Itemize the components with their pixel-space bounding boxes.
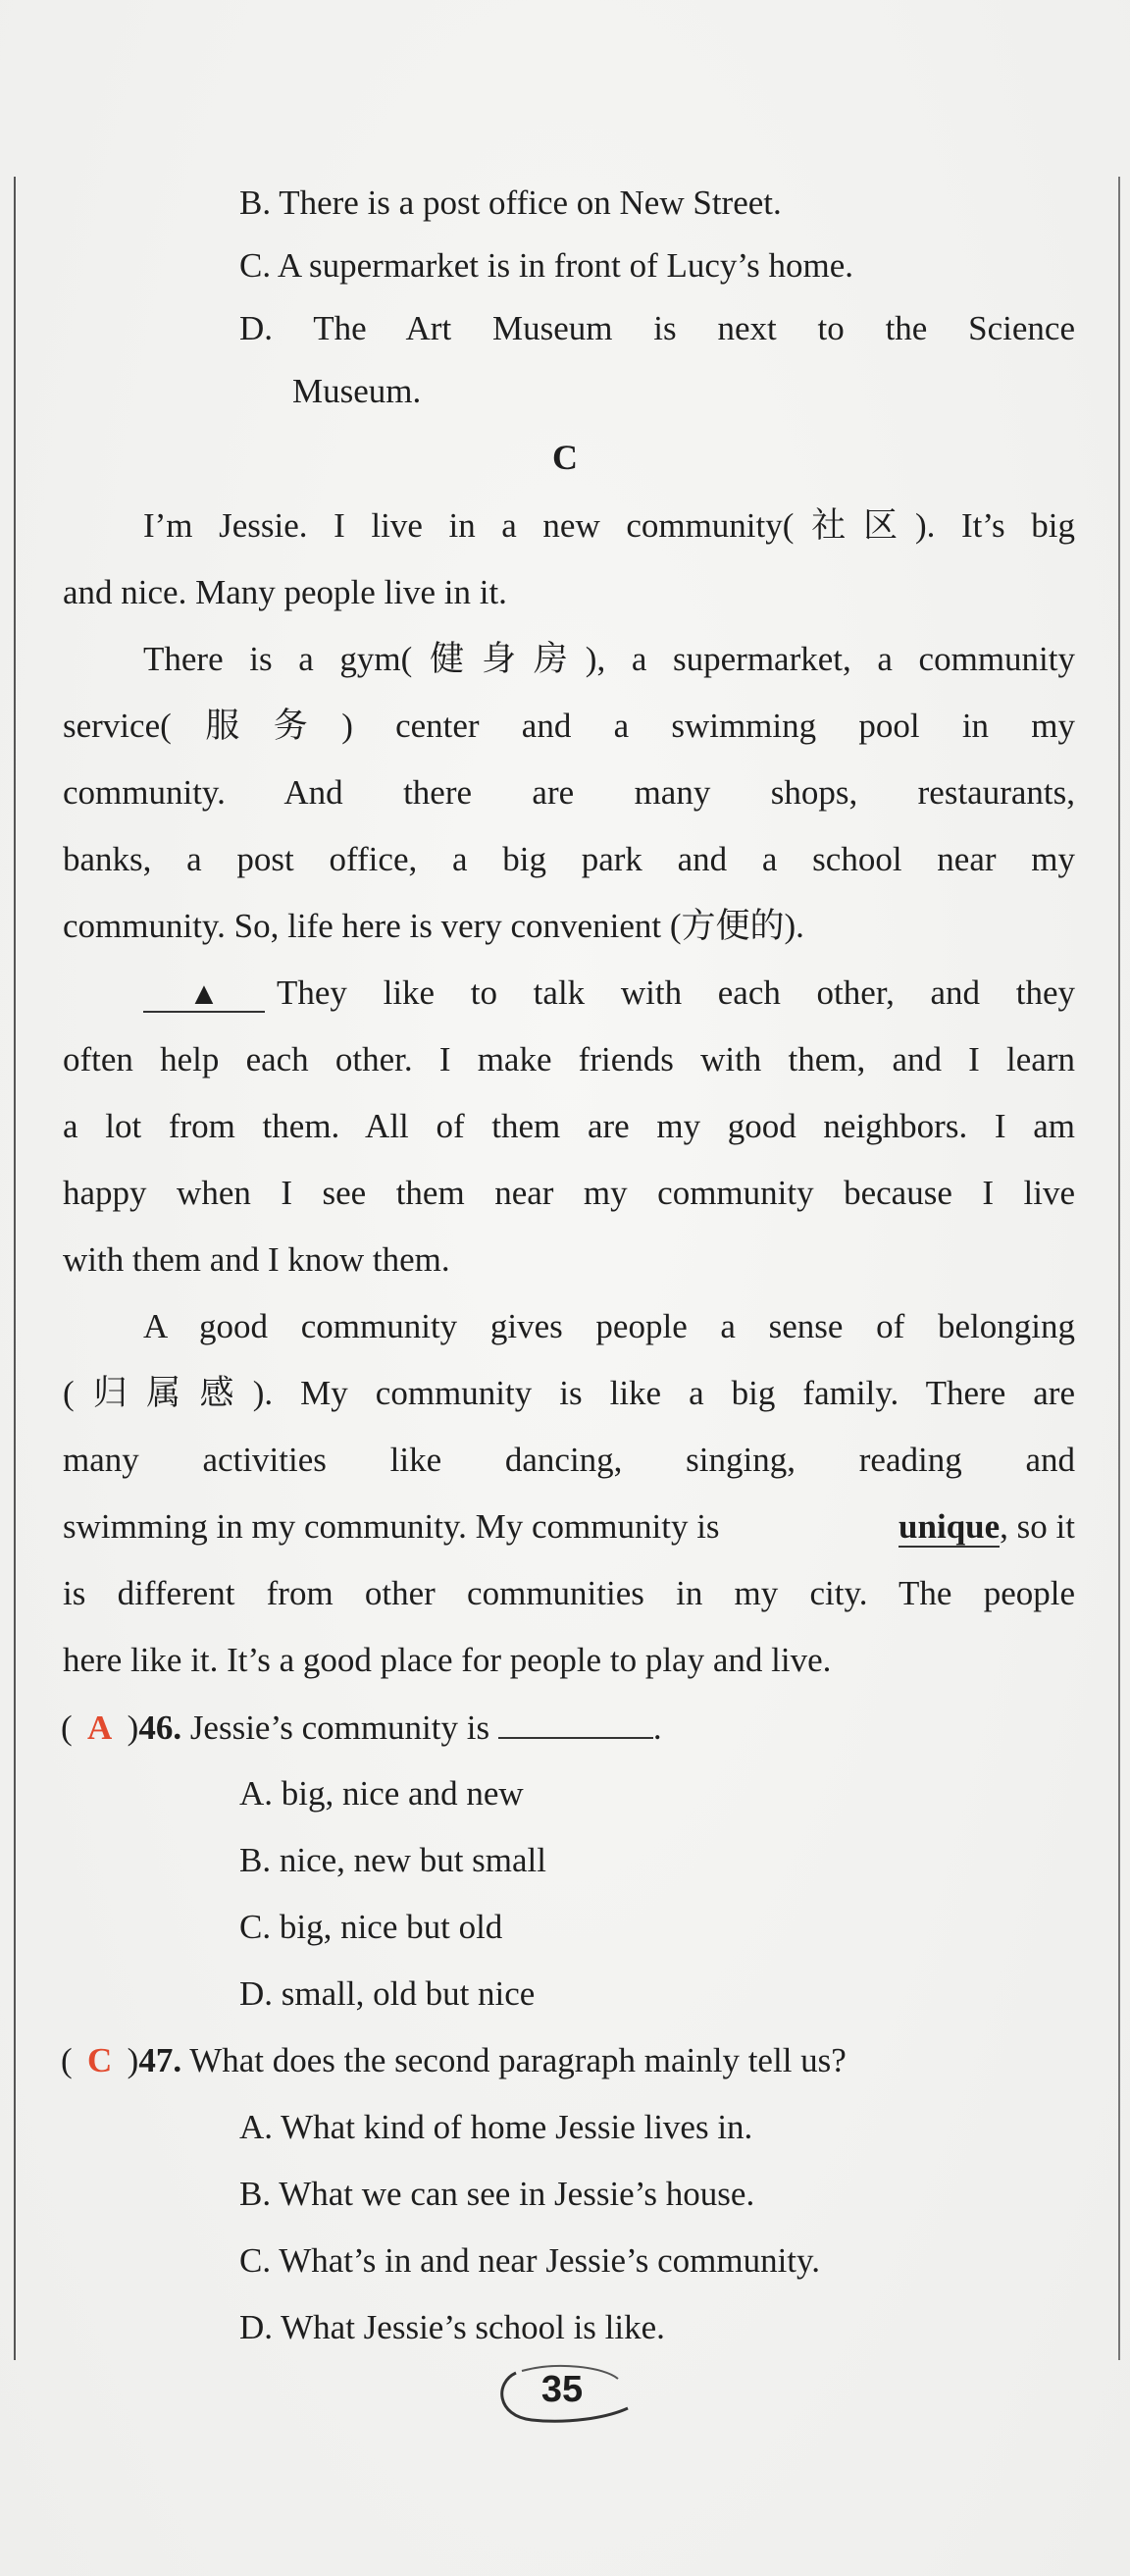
right-margin-rule xyxy=(1118,177,1120,2360)
passage-line: is different from other communities in my city. The people xyxy=(63,1574,1075,1612)
passage-line: service(服务) center and a swimming pool in my xyxy=(63,707,1075,745)
question-stem: Jessie’s community is xyxy=(189,1709,490,1747)
option-b[interactable]: B. What we can see in Jessie’s house. xyxy=(239,2175,755,2213)
passage-line: and nice. Many people live in it. xyxy=(63,573,507,611)
passage-text: swimming in my community. My community is xyxy=(63,1507,720,1546)
left-margin-rule xyxy=(14,177,16,2360)
passage-line: here like it. It’s a good place for people to play and live. xyxy=(63,1641,832,1679)
option-c[interactable]: C. big, nice but old xyxy=(239,1908,503,1946)
passage-line: a lot from them. All of them are my good neighbors. I am xyxy=(63,1107,1075,1145)
question-47 xyxy=(61,2039,847,2082)
answer-mark: C xyxy=(87,2041,113,2079)
option-d[interactable]: D. What Jessie’s school is like. xyxy=(239,2308,665,2346)
answer-bracket-open: ( xyxy=(61,2041,73,2079)
passage-line: often help each other. I make friends with them, and I learn xyxy=(63,1040,1075,1078)
passage-line: many activities like dancing, singing, reading and xyxy=(63,1441,1075,1479)
passage-line: A good community gives people a sense of belonging xyxy=(143,1307,1075,1345)
passage-line xyxy=(63,1505,1075,1549)
answer-bracket-close: ) xyxy=(127,2041,139,2079)
passage-line: I’m Jessie. I live in a new community(社区). It’s big xyxy=(143,506,1075,545)
passage-line: (归属感). My community is like a big family. There are xyxy=(63,1374,1075,1412)
answer-blank[interactable] xyxy=(498,1706,653,1739)
question-stem-end: . xyxy=(652,1709,662,1747)
page-number-badge xyxy=(488,2359,636,2428)
option-c-prev: C. A supermarket is in front of Lucy’s home. xyxy=(239,246,854,285)
answer-bracket-open: ( xyxy=(61,1709,73,1747)
question-46 xyxy=(61,1706,662,1750)
option-a[interactable]: A. big, nice and new xyxy=(239,1774,524,1813)
page-number: 35 xyxy=(540,2369,584,2410)
question-stem: What does the second paragraph mainly tell us? xyxy=(189,2041,847,2079)
passage-line: happy when I see them near my community because I live xyxy=(63,1174,1075,1212)
option-a[interactable]: A. What kind of home Jessie lives in. xyxy=(239,2108,753,2146)
passage-line: banks, a post office, a big park and a school near my xyxy=(63,840,1075,878)
passage-line: with them and I know them. xyxy=(63,1240,450,1279)
question-number: 46. xyxy=(138,1709,182,1747)
passage-line: There is a gym(健身房), a supermarket, a community xyxy=(143,640,1075,678)
passage-text: They like to talk with each other, and they xyxy=(277,973,1075,1012)
passage-line-with-blank xyxy=(143,972,1075,1015)
passage-text: , so it xyxy=(1000,1507,1075,1546)
option-d-prev-cont: Museum. xyxy=(292,372,422,410)
answer-bracket-close: ) xyxy=(127,1709,139,1747)
triangle-blank[interactable]: ▲ xyxy=(143,975,265,1013)
answer-mark: A xyxy=(87,1709,113,1747)
passage-line: community. So, life here is very convenient (方便的). xyxy=(63,907,804,945)
option-d[interactable]: D. small, old but nice xyxy=(239,1974,536,2013)
option-c[interactable]: C. What’s in and near Jessie’s community. xyxy=(239,2241,820,2280)
underlined-word: unique xyxy=(899,1507,1001,1546)
passage-line: community. And there are many shops, restaurants, xyxy=(63,773,1075,812)
section-heading: C xyxy=(552,438,578,477)
option-b[interactable]: B. nice, new but small xyxy=(239,1841,547,1879)
option-d-prev: D. The Art Museum is next to the Science xyxy=(239,309,1075,347)
option-b-prev: B. There is a post office on New Street. xyxy=(239,184,782,222)
question-number: 47. xyxy=(138,2041,182,2079)
